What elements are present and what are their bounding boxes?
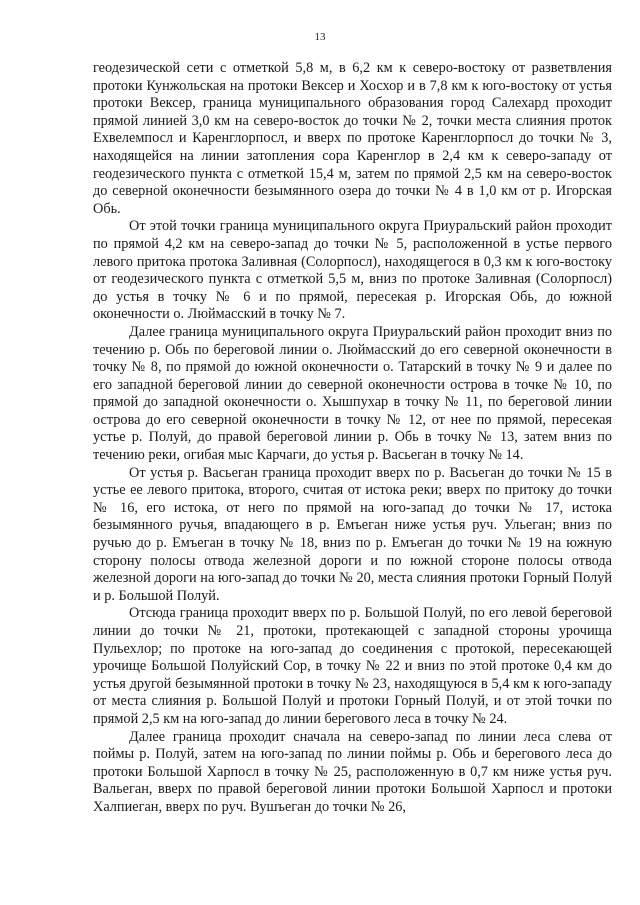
paragraph-4: От устья р. Васьеган граница проходит вверх по р. Васьеган до точки № 15 в устье ее левого притока, второго, считая от истока реки; вверх по притоку до точки № 16, его истока, от него по прямой на юго-запад до точки № 17, истока безымянного ручья, впадающего в р. Емъеган ниже устья руч. Ульеган; вниз по ручью до р. Емъеган в точку № 18, вниз по р. Емъеган до точки № 19 на южную сторону полосы отвода железной дороги и по южной стороне полосы отвода железной дороги на юго-запад до точки № 20, места слияния протоки Горный Полуй и р. Большой Полуй.	[93, 464, 612, 604]
paragraph-5: Отсюда граница проходит вверх по р. Большой Полуй, по его левой береговой линии до точки № 21, протоки, протекающей с западной стороны урочища Пульехлор; по протоке на юго-запад до соединения с протокой, пересекающей урочище Большой Полуйский Сор, в точку № 22 и вниз по этой протоке 0,4 км до устья другой безымянной протоки в точку № 23, находящуюся в 5,4 км к юго-западу от места слияния р. Большой Полуй и протоки Горный Полуй, и от этой точки по прямой 2,5 км на юго-запад до линии берегового леса в точку № 24.	[93, 605, 612, 727]
page-number: 13	[314, 31, 326, 43]
paragraph-1: геодезической сети с отметкой 5,8 м, в 6,2 км к северо-востоку от разветвления протоки Кунжольская на протоки Вексер и Хосхор и в 7,8 км к юго-востоку от устья протоки Вексер, граница муниципального образования город Салехард проходит прямой линией 3,0 км на северо-восток до точки № 2, точки места слияния проток Ехвелемпосл и Каренглорпосл, и вверх по протоке Каренглорпосл до точки № 3, находящейся на линии затопления сора Каренглор в 2,4 км к северо-западу от геодезического пункта с отметкой 15,4 м, затем по прямой 2,5 км на северо-восток до северной оконечности безымянного озера до точки № 4 в 1,0 км от р. Игорская Обь.	[93, 60, 612, 217]
paragraph-3: Далее граница муниципального округа Приуральский район проходит вниз по течению р. Обь по береговой линии о. Люймасский до его северной оконечности в точку № 8, по прямой до южной оконечности о. Татарский в точку № 9 и далее по его западной береговой линии до северной оконечности острова в точке № 10, по прямой до западной оконечности о. Хышпухар в точку № 11, по береговой линии острова до его северной оконечности в точку № 12, от нее по прямой, пересекая устье р. Полуй, до правой береговой линии р. Обь в точку № 13, затем вниз по течению реки, огибая мыс Карчаги, до устья р. Васьеган в точку № 14.	[93, 323, 612, 464]
paragraph-6: Далее граница проходит сначала на северо-запад по линии леса слева от поймы р. Полуй, затем на юго-запад по линии поймы р. Обь и берегового леса до протоки Большой Харпосл в точку № 25, расположенную в 0,7 км ниже устья руч. Вальеган, вверх по правой береговой линии протоки Большой Харпосл и протоки Халпиеган, вверх по руч. Вушъеган до точки № 26,	[93, 728, 612, 815]
paragraph-2: От этой точки граница муниципального округа Приуральский район проходит по прямой 4,2 км на северо-запад до точки № 5, расположенной в устье первого левого притока протока Заливная (Солорпосл), находящегося в 0,3 км к юго-востоку от геодезического пункта с отметкой 5,5 м, вниз по протоке Заливная (Солорпосл) до устья в точку № 6 и по прямой, пересекая р. Игорская Обь, до южной оконечности о. Люймасский в точку № 7.	[93, 218, 612, 323]
document-body	[93, 60, 612, 817]
